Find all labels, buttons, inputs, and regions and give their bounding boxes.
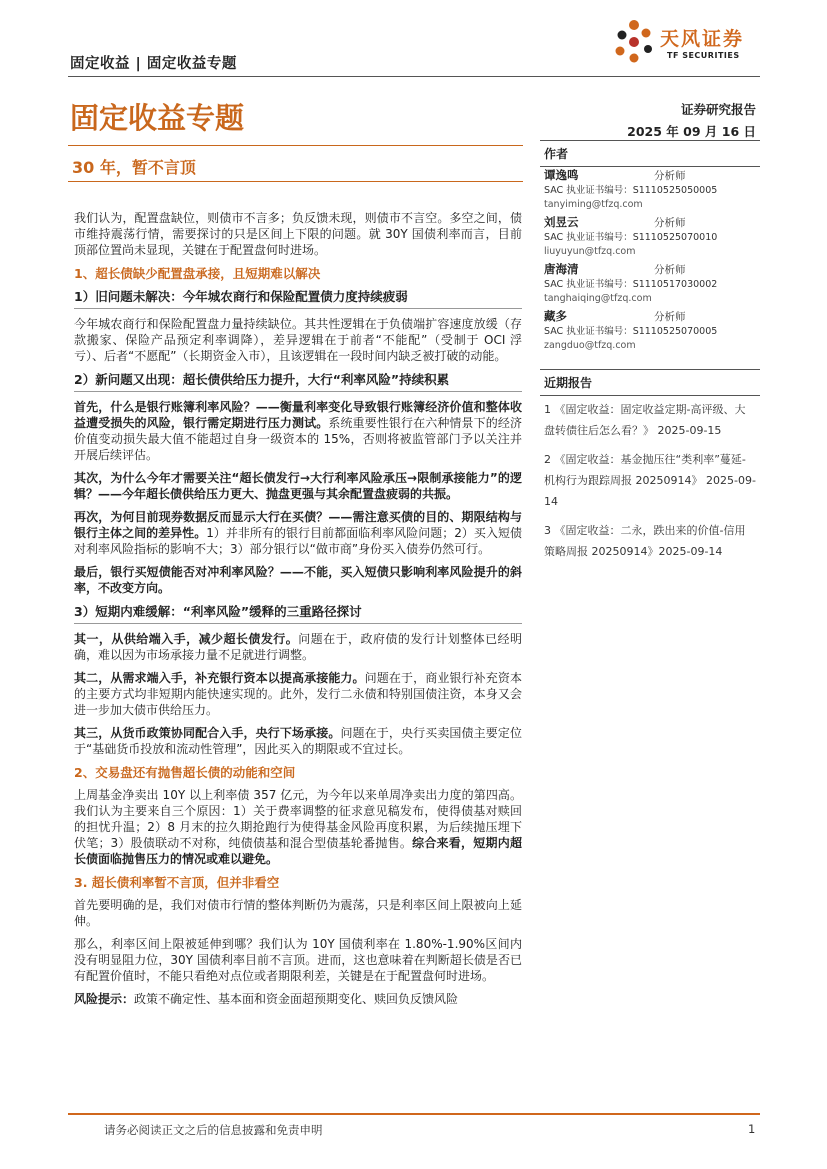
report-type: 证券研究报告	[680, 102, 756, 117]
recent-reports-list	[540, 396, 760, 562]
author-name: 刘昱云	[544, 215, 579, 229]
section-2-paragraph	[74, 787, 522, 867]
author-email[interactable]: tanyiming@tfzq.com	[544, 198, 643, 210]
risk-text: 政策不确定性、基本面和资金面超预期变化、赎回负反馈风险	[134, 992, 459, 1006]
author-role: 分析师	[654, 311, 686, 323]
bold-lead: 其一，从供给端入手，减少超长债发行。	[74, 632, 299, 646]
logo-subtitle: TF SECURITIES	[667, 51, 740, 60]
author-card	[540, 261, 760, 308]
section-1-1-title: 1）旧问题未解决：今年城农商行和保险配置债力度持续疲弱	[74, 288, 522, 309]
section-1-2-paragraph-2	[74, 470, 522, 502]
section-1-3-paragraph-2	[74, 670, 522, 718]
footer-divider	[68, 1113, 760, 1115]
author-email[interactable]: liuyuyun@tfzq.com	[544, 245, 636, 257]
risk-label: 风险提示：	[74, 992, 135, 1006]
report-date: 2025 年 09 月 16 日	[627, 124, 756, 139]
footer-disclaimer: 请务必阅读正文之后的信息披露和免责申明	[104, 1123, 323, 1137]
risk-warning	[74, 991, 522, 1007]
bold-lead: 首先，什么是银行账簿利率风险？——衡量利率变化导致银行账簿经济价值和整体收益遭受损失的风险，银行需定期进行压力测试。	[74, 400, 522, 430]
author-role: 分析师	[654, 170, 686, 182]
section-1-3-paragraph-3	[74, 725, 522, 757]
recent-reports-heading: 近期报告	[540, 369, 760, 396]
section-3-paragraph-2: 那么，利率区间上限被延伸到哪？我们认为 10Y 国债利率在 1.80%-1.90%区间内没有明显阻力位，30Y 国债利率目前不言顶。进而，这也意味着在判断超长债是否已有配置价值时，不能只看绝对点位或者期限利差，关键是在于配置盘何时进场。	[74, 937, 522, 983]
paragraph-text: 1）并非所有的银行目前都面临利率风险问题；2）买入短债对利率风险指标的影响不大；3）部分银行以“做市商”身份买入债券仍然可行。	[74, 526, 522, 556]
recent-report-item[interactable]: 1 《固定收益：固定收益定期-高评级、大盘转债往后怎么看？》 2025-09-15	[544, 403, 746, 437]
main-content	[74, 210, 522, 1014]
section-2-title: 2、交易盘还有抛售超长债的动能和空间	[74, 765, 296, 780]
author-cert: SAC 执业证书编号：S1110525070005	[544, 326, 718, 337]
bold-lead: 其次，为什么今年才需要关注“超长债发行→大行利率风险承压→限制承接能力”的逻辑？——今年超长债供给压力更大、抛盘更强与其余配置盘疲弱的共振。	[74, 471, 522, 501]
author-cert: SAC 执业证书编号：S1110525070010	[544, 232, 718, 243]
header-divider	[68, 76, 760, 77]
author-name: 藏多	[544, 309, 567, 323]
header-category: 固定收益 | 固定收益专题	[70, 56, 237, 72]
bold-lead: 再次，为何目前现券数据反而显示大行在买债？——需注意买债的目的、期限结构与银行主体之间的差异性。	[74, 510, 522, 540]
section-1-1-paragraph: 今年城农商行和保险配置盘力量持续缺位。其共性逻辑在于负债端扩容速度放缓（存款搬家、保险产品预定利率调降），差异逻辑在于前者“不能配”（受制于 OCI 浮亏）、后者“不愿配”（长期资金入市），且该逻辑在一段时间内缺乏被打破的动能。	[74, 317, 522, 363]
paragraph-text: 问题在于，政府债的发行计划整体已经明确，难以因为市场承接力量不足就进行调整。	[74, 632, 522, 662]
author-cert: SAC 执业证书编号：S1110517030002	[544, 279, 718, 290]
author-name: 谭逸鸣	[544, 168, 579, 182]
author-card	[540, 167, 760, 214]
authors-heading: 作者	[540, 140, 760, 167]
section-1-3-title: 3）短期内难缓解：“利率风险”缓释的三重路径探讨	[74, 603, 522, 624]
paragraph-text: 问题在于，央行买卖国债主要定位于“基础货币投放和流动性管理”，因此买入的期限或不宜过长。	[74, 726, 522, 756]
author-card	[540, 308, 760, 355]
section-1-3-paragraph-1	[74, 631, 522, 663]
author-cert: SAC 执业证书编号：S1110525050005	[544, 185, 718, 196]
bold-lead: 最后，银行买短债能否对冲利率风险？——不能，买入短债只影响利率风险提升的斜率，不改变方向。	[74, 565, 522, 595]
section-1-2-paragraph-1	[74, 399, 522, 463]
title-divider	[68, 145, 523, 146]
section-1-2-paragraph-3	[74, 509, 522, 557]
paragraph-text: 上周基金净卖出 10Y 以上利率债 357 亿元，为今年以来单周净卖出力度的第四高。我们认为主要来自三个原因：1）关于费率调整的征求意见稿发布，使得债基对赎回的担忧升温；2）8 月末的拉久期抢跑行为使得基金风险再度积累，为后续抛压埋下伏笔；3）股债联动不对称，纯债债基和混合型债基轮番抛售。	[74, 788, 522, 850]
page-number: 1	[748, 1122, 756, 1136]
author-email[interactable]: zangduo@tfzq.com	[544, 339, 636, 351]
sidebar	[540, 140, 760, 570]
report-subtitle: 30 年，暂不言顶	[72, 158, 196, 177]
bold-conclusion: 综合来看，短期内超长债面临抛售压力的情况或难以避免。	[74, 836, 522, 866]
logo-name: 天风证券	[660, 28, 745, 50]
author-role: 分析师	[654, 217, 686, 229]
bold-lead: 其三，从货币政策协同配合入手，央行下场承接。	[74, 726, 341, 740]
subtitle-divider	[68, 181, 523, 182]
paragraph-text: 系统重要性银行在六种情景下的经济价值变动损失最大值不能超过自身一级资本的 15%，否则将被监管部门予以关注并开展后续评估。	[74, 416, 522, 462]
author-email[interactable]: tanghaiqing@tfzq.com	[544, 292, 652, 304]
author-role: 分析师	[654, 264, 686, 276]
page-title: 固定收益专题	[70, 101, 245, 135]
tf-securities-logo-dots-icon	[612, 18, 660, 70]
section-3-title: 3. 超长债利率暂不言顶，但并非看空	[74, 875, 280, 890]
section-1-2-paragraph-4	[74, 564, 522, 596]
paragraph-text: 问题在于，商业银行补充资本的主要方式均非短期内能快速实现的。此外，发行二永债和特别国债注资，本身又会进一步加大债市供给压力。	[74, 671, 522, 717]
section-3-paragraph-1: 首先要明确的是，我们对债市行情的整体判断仍为震荡，只是利率区间上限被向上延伸。	[74, 898, 522, 928]
intro-paragraph: 我们认为，配置盘缺位，则债市不言多；负反馈未现，则债市不言空。多空之间，债市维持震荡行情，需要探讨的只是区间上下限的问题。就 30Y 国债利率而言，目前顶部位置尚未显现，关键在于配置盘何时进场。	[74, 211, 522, 257]
recent-report-item[interactable]: 2 《固定收益：基金抛压往“类利率”蔓延-机构行为跟踪周报 20250914》 2025-09-14	[544, 453, 756, 508]
bold-lead: 其二，从需求端入手，补充银行资本以提高承接能力。	[74, 671, 365, 685]
author-name: 唐海清	[544, 262, 579, 276]
author-card	[540, 214, 760, 261]
section-1-2-title: 2）新问题又出现：超长债供给压力提升，大行“利率风险”持续积累	[74, 371, 522, 392]
section-1-title: 1、超长债缺少配置盘承接，且短期难以解决	[74, 266, 321, 281]
recent-report-item[interactable]: 3 《固定收益：二永，跌出来的价值-信用策略周报 20250914》2025-09-14	[544, 524, 746, 558]
